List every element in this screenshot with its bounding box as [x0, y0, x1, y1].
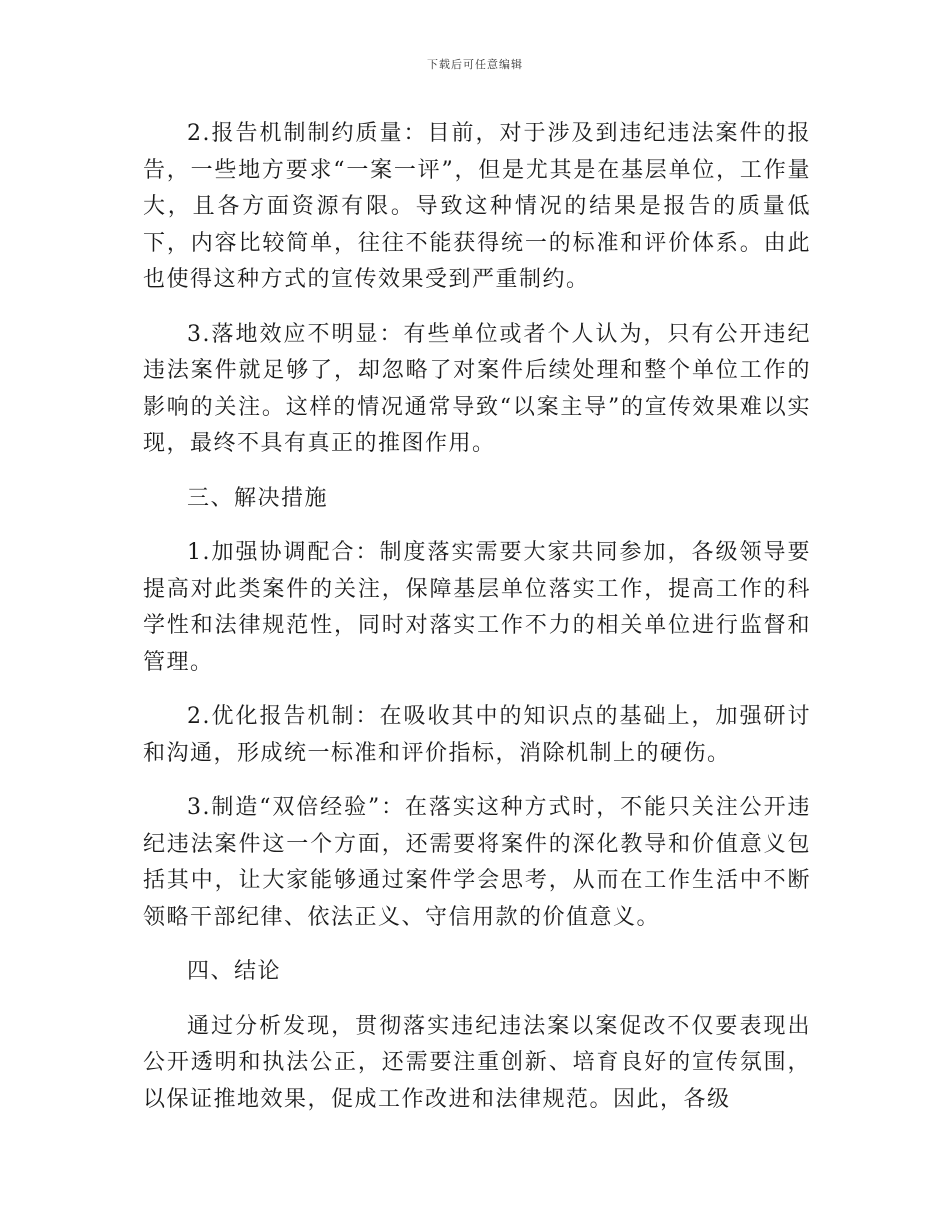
document-body [143, 116, 811, 1136]
paragraph-double-experience: 3.制造“双倍经验”：在落实这种方式时，不能只关注公开违纪违法案件这一个方面，还需要将案件的深化教导和价值意义包括其中，让大家能够通过案件学会思考，从而在工作生活中不断领略干部纪律、依法正义、守信用款的价值意义。 [143, 795, 811, 930]
section-heading-conclusion: 四、结论 [187, 959, 282, 984]
paragraph-optimize-report: 2.优化报告机制：在吸收其中的知识点的基础上，加强研讨和沟通，形成统一标准和评价指标，消除机制上的硬伤。 [143, 704, 811, 766]
paragraph-coordination: 1.加强协调配合：制度落实需要大家共同参加，各级领导要提高对此类案件的关注，保障基层单位落实工作，提高工作的科学性和法律规范性，同时对落实工作不力的相关单位进行监督和管理。 [143, 540, 811, 675]
paragraph-report-mechanism: 2.报告机制制约质量：目前，对于涉及到违纪违法案件的报告，一些地方要求“一案一评”，但是尤其是在基层单位，工作量大，且各方面资源有限。导致这种情况的结果是报告的质量低下，内容比较简单，往往不能获得统一的标准和评价体系。由此也使得这种方式的宣传效果受到严重制约。 [143, 121, 811, 292]
paragraph-landing-effect: 3.落地效应不明显：有些单位或者个人认为，只有公开违纪违法案件就足够了，却忽略了对案件后续处理和整个单位工作的影响的关注。这样的情况通常导致“以案主导”的宣传效果难以实现，最终不具有真正的推图作用。 [143, 321, 811, 456]
section-heading-solutions: 三、解决措施 [187, 485, 329, 511]
paragraph-conclusion: 通过分析发现，贯彻落实违纪违法案以案促改不仅要表现出公开透明和执法公正，还需要注重创新、培育良好的宣传氛围，以保证推地效果，促成工作改进和法律规范。因此，各级 [143, 1013, 811, 1112]
page-header: 下载后可任意编辑 [427, 58, 523, 71]
